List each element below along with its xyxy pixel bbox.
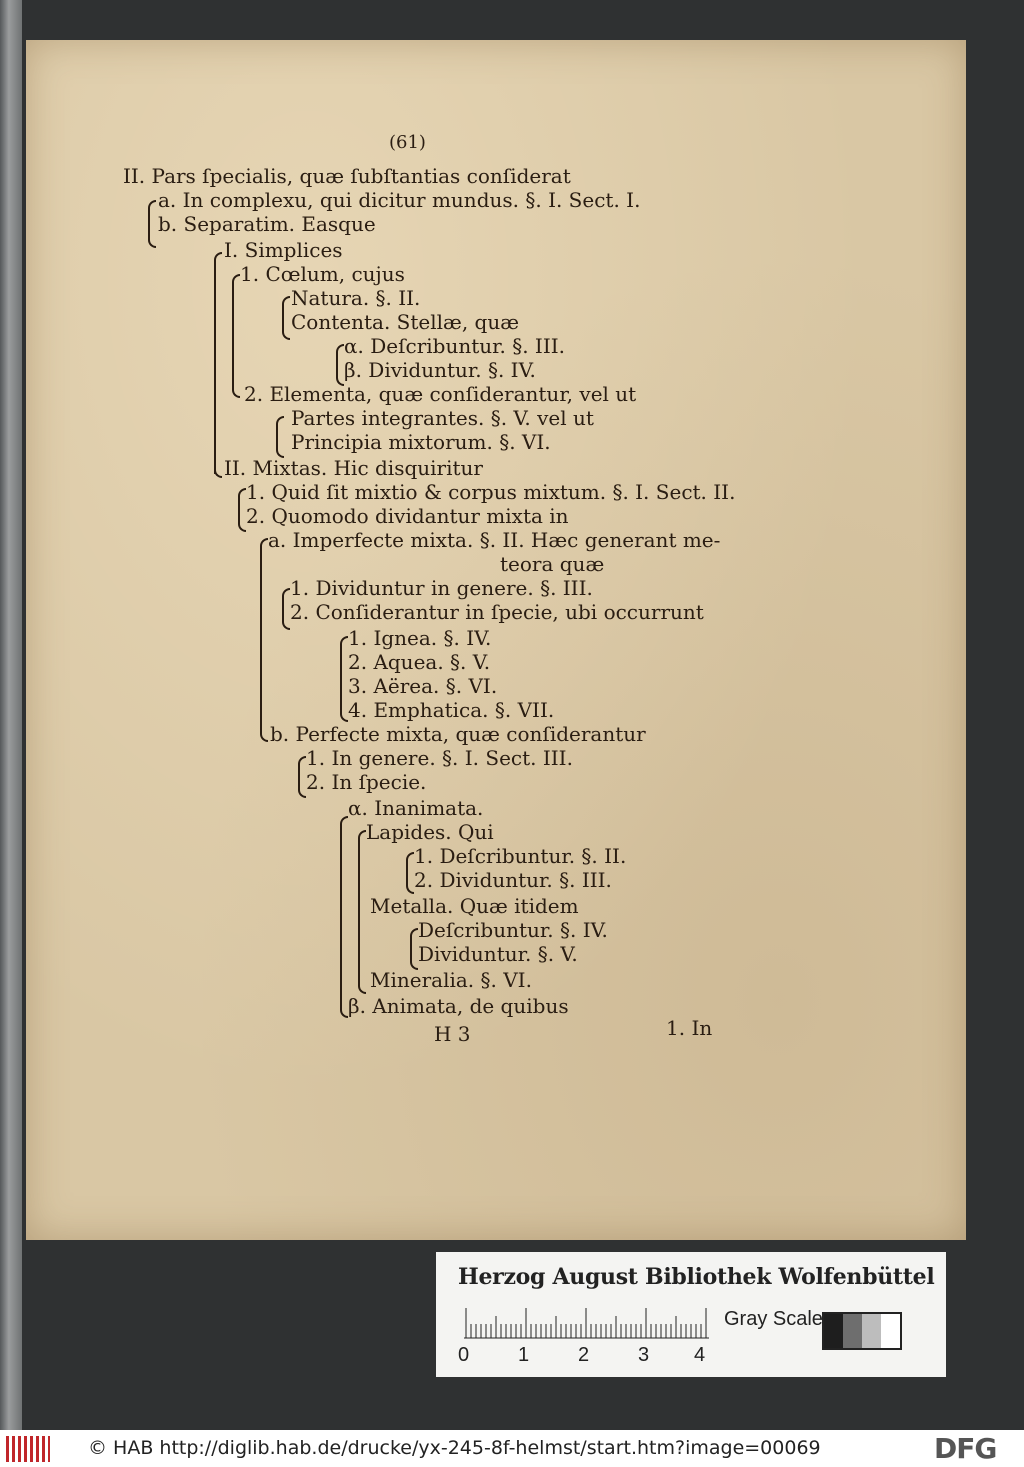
outline-line: b. Separatim. Easque — [158, 212, 376, 236]
ruler-numbers — [458, 1344, 718, 1368]
outline-line: 1. Cœlum, cujus — [240, 262, 405, 286]
outline-line: 1. In genere. §. I. Sect. III. — [306, 746, 573, 770]
outline-line: Principia mixtorum. §. VI. — [291, 430, 551, 454]
outline-line: 1. Quid ſit mixtio & corpus mixtum. §. I. Sect. II. — [246, 480, 736, 504]
barcode-icon — [6, 1436, 50, 1462]
footer-bar — [0, 1430, 1024, 1467]
gray-scale-swatch — [822, 1312, 902, 1350]
brace — [358, 830, 366, 994]
gray-scale-label: Gray Scale — [724, 1308, 823, 1330]
outline-line: 2. Aquea. §. V. — [348, 650, 491, 674]
brace — [406, 852, 414, 894]
outline-line: a. In complexu, qui dicitur mundus. §. I. Sect. I. — [158, 188, 641, 212]
gray-step — [862, 1314, 881, 1348]
outline-line: II. Pars ſpecialis, quæ ſubſtantias conſiderat — [123, 164, 571, 188]
outline-line: I. Simplices — [224, 238, 343, 262]
outline-line: Partes integrantes. §. V. vel ut — [291, 406, 594, 430]
library-name: Herzog August Bibliothek Wolfenbüttel — [458, 1264, 935, 1290]
brace — [214, 454, 222, 478]
brace — [260, 538, 268, 742]
page-number: (61) — [389, 132, 426, 153]
library-scale-card — [436, 1252, 946, 1377]
signature-mark: H 3 — [434, 1022, 471, 1046]
brace — [340, 816, 348, 1018]
outline-line: Mineralia. §. VI. — [370, 968, 532, 992]
outline-line: Natura. §. II. — [291, 286, 421, 310]
brace — [214, 252, 222, 474]
outline-line: 3. Aërea. §. VI. — [348, 674, 498, 698]
outline-line: Lapides. Qui — [366, 820, 494, 844]
outline-line: α. Deſcribuntur. §. III. — [344, 334, 565, 358]
gray-step — [881, 1314, 900, 1348]
outline-line: α. Inanimata. — [348, 796, 484, 820]
outline-line: b. Perfecte mixta, quæ conſiderantur — [270, 722, 646, 746]
outline-line: Deſcribuntur. §. IV. — [418, 918, 608, 942]
outline-line: II. Mixtas. Hic disquiritur — [224, 456, 483, 480]
gray-step — [824, 1314, 843, 1348]
catchword: 1. In — [666, 1016, 713, 1040]
outline-line: 1. Deſcribuntur. §. II. — [414, 844, 627, 868]
brace — [340, 636, 348, 722]
brace — [298, 756, 306, 798]
gray-step — [843, 1314, 862, 1348]
copyright-url[interactable]: © HAB http://diglib.hab.de/drucke/yx-245-8f-helmst/start.htm?image=00069 — [88, 1437, 821, 1459]
brace — [276, 416, 284, 458]
scanner-edge — [0, 0, 22, 1430]
brace — [232, 274, 240, 398]
brace — [336, 344, 344, 386]
ruler-number: 3 — [638, 1344, 650, 1366]
ruler-icon — [464, 1304, 709, 1340]
outline-line: Dividuntur. §. V. — [418, 942, 578, 966]
page-text — [26, 40, 966, 1240]
book-page — [26, 40, 966, 1240]
outline-line: 2. Conſiderantur in ſpecie, ubi occurrunt — [290, 600, 704, 624]
outline-line: β. Dividuntur. §. IV. — [344, 358, 536, 382]
outline-line: 1. Ignea. §. IV. — [348, 626, 492, 650]
outline-line: β. Animata, de quibus — [348, 994, 569, 1018]
outline-line: 2. Dividuntur. §. III. — [414, 868, 612, 892]
brace — [148, 200, 156, 248]
ruler-number: 2 — [578, 1344, 590, 1366]
brace — [410, 928, 418, 970]
ruler-number: 4 — [694, 1344, 706, 1366]
ruler-number: 0 — [458, 1344, 470, 1366]
ruler-number: 1 — [518, 1344, 530, 1366]
outline-line: 4. Emphatica. §. VII. — [348, 698, 555, 722]
outline-line: a. Imperfecte mixta. §. II. Hæc generant me- — [268, 528, 721, 552]
brace — [282, 296, 290, 340]
outline-line: 1. Dividuntur in genere. §. III. — [290, 576, 593, 600]
brace — [282, 588, 290, 630]
outline-line: teora quæ — [500, 552, 605, 576]
outline-line: 2. Elementa, quæ conſiderantur, vel ut — [244, 382, 637, 406]
brace — [238, 488, 246, 532]
outline-line: Metalla. Quæ itidem — [370, 894, 579, 918]
outline-line: Contenta. Stellæ, quæ — [291, 310, 520, 334]
dfg-logo: DFG — [934, 1432, 997, 1465]
outline-line: 2. In ſpecie. — [306, 770, 427, 794]
outline-line: 2. Quomodo dividantur mixta in — [246, 504, 569, 528]
